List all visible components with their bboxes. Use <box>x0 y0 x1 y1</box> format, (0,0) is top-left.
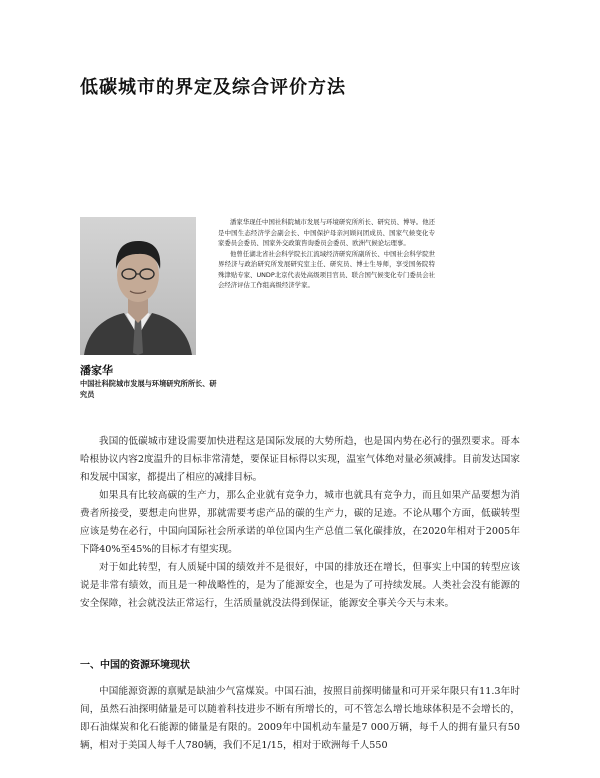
body-paragraph: 中国能源资源的禀赋是缺油少气富煤炭。中国石油，按照目前探明储量和可开采年限只有11.3年时间，虽然石油探明储量是可以随着科技进步不断有所增长的，可不管怎么增长地球体积是不会增长的，即石油煤炭和化石能源的储量是有限的。2009年中国机动车量是7 000万辆，每千人的拥有量只有50辆，相对于美国人每千人780辆，我们不足1/15，相对于欧洲每千人550 <box>80 686 520 751</box>
section-heading: 一、中国的资源环境现状 <box>80 660 190 671</box>
author-photo <box>80 217 196 355</box>
body-text-intro <box>80 433 520 613</box>
author-bio <box>218 217 435 291</box>
article-title: 低碳城市的界定及综合评价方法 <box>80 77 346 98</box>
author-portrait-image <box>80 217 196 355</box>
author-bio-paragraph: 潘家华现任中国社科院城市发展与环境研究所所长、研究员、博导。他还是中国生态经济学会副会长、中国保护母亲河顾问团成员、国家气候变化专家委员会委员、国家外交政策咨询委员会委员、欧洲气候论坛理事。 <box>218 218 435 247</box>
author-name: 潘家华 <box>80 364 113 377</box>
author-bio-paragraph: 他曾任湖北省社会科学院长江流域经济研究所副所长、中国社会科学院世界经济与政治研究所发展研究室主任、研究员、博士生导师，享受国务院特殊津贴专家、UNDP北京代表处高级项目官员、联合国气候变化专门委员会社会经济评估工作组高级经济学家。 <box>218 249 435 289</box>
body-paragraph: 对于如此转型，有人质疑中国的绩效并不是很好，中国的排放还在增长，但事实上中国的转型应该说是非常有绩效，而且是一种战略性的，是为了能源安全，也是为了可持续发展。人类社会没有能源的安全保障，社会就没法正常运行，生活质量就没法得到保证，能源安全事关今天与未来。 <box>80 562 520 609</box>
body-text-section-one <box>80 683 520 755</box>
author-affiliation: 中国社科院城市发展与环境研究所所长、研究员 <box>80 379 217 399</box>
body-paragraph: 我国的低碳城市建设需要加快进程这是国际发展的大势所趋，也是国内势在必行的强烈要求。哥本哈根协议内容2度温升的目标非常清楚，要保证目标得以实现，温室气体绝对量必须减排。目前发达国家和发展中国家，都提出了相应的减排目标。 <box>80 436 520 483</box>
body-paragraph: 如果具有比较高碳的生产力，那么企业就有竞争力，城市也就具有竞争力，而且如果产品要想为消费者所接受，要想走向世界，那就需要考虑产品的碳的生产力，碳的足迹。不论从哪个方面，低碳转型应该是势在必行，中国向国际社会所承诺的单位国内生产总值二氧化碳排放，在2020年相对于2005年下降40%至45%的目标才有望实现。 <box>80 490 520 555</box>
